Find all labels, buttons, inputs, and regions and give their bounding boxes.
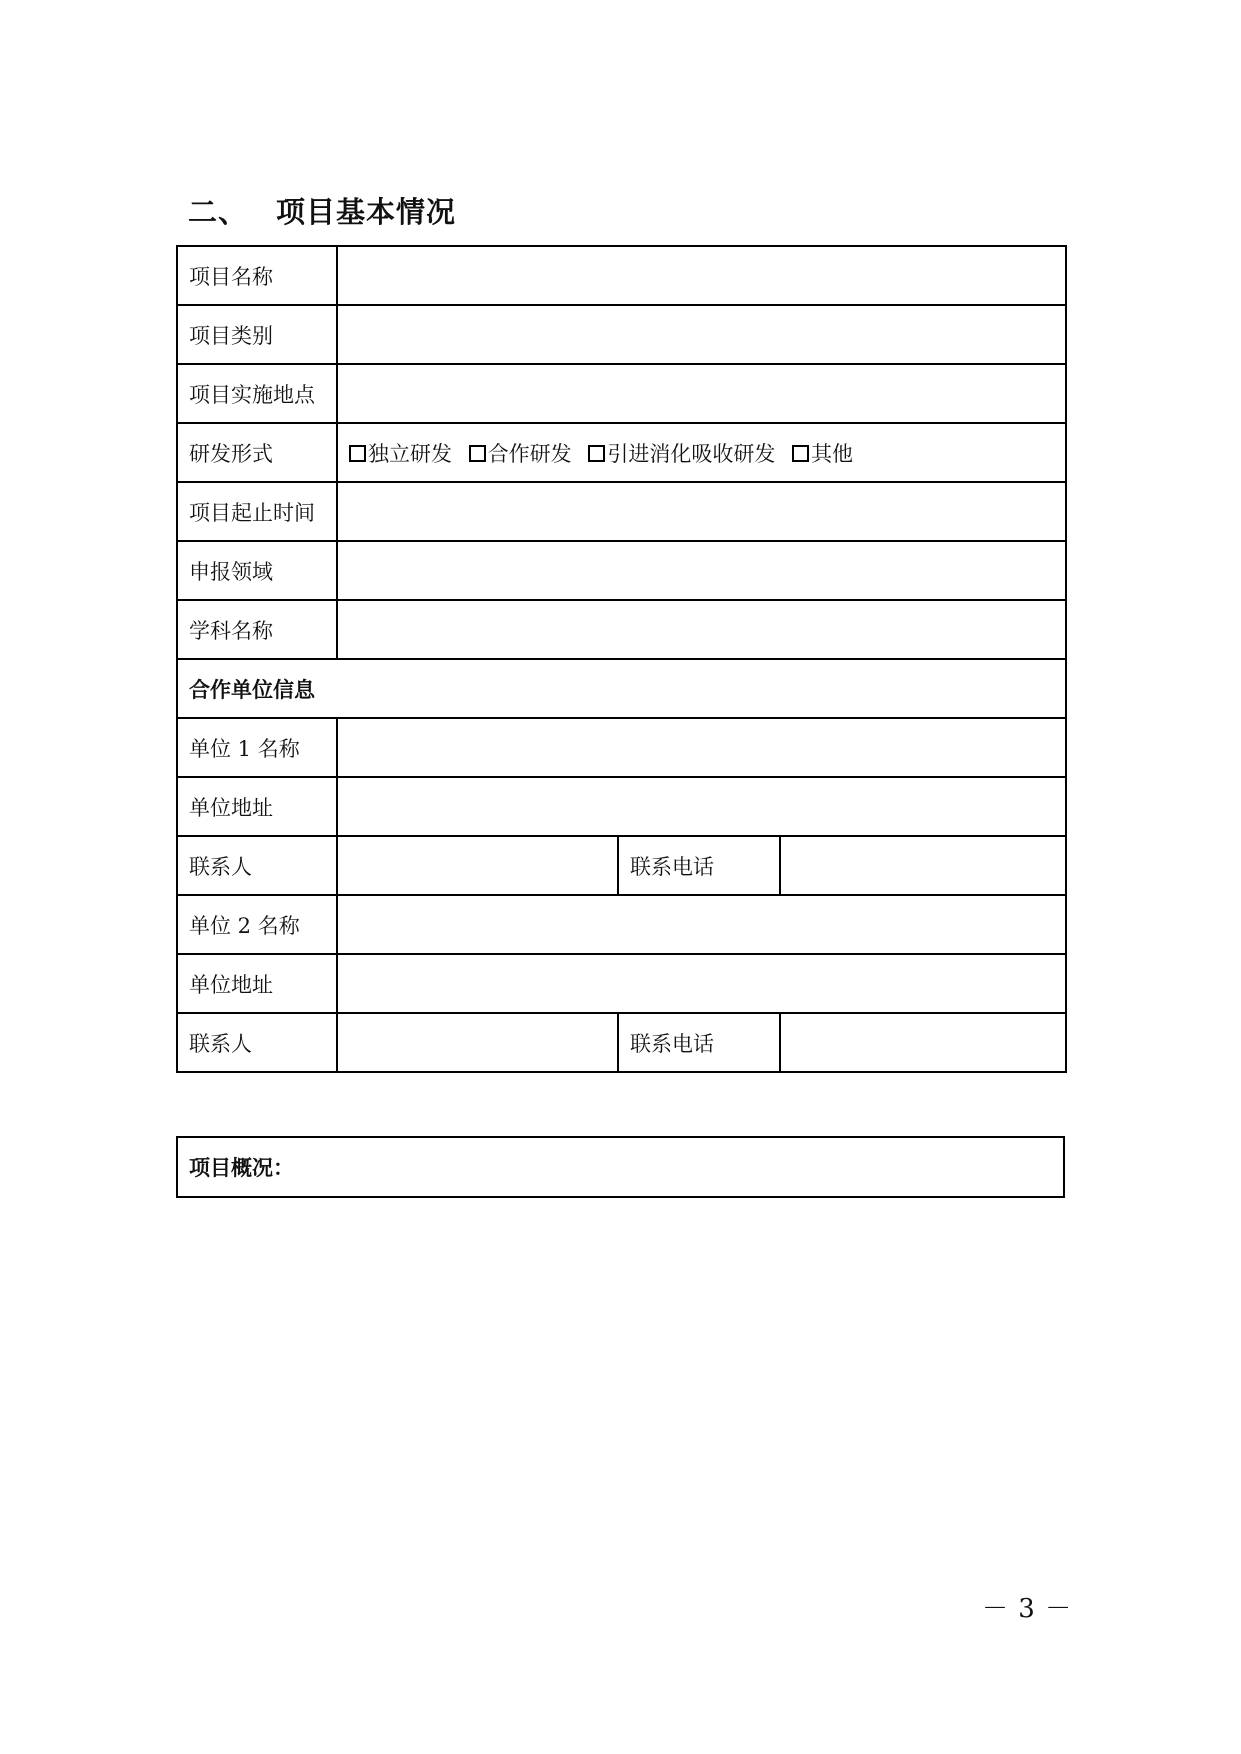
unit1-contact-field[interactable] bbox=[337, 836, 618, 895]
checkbox-icon[interactable] bbox=[469, 445, 486, 462]
table-row bbox=[177, 1137, 1064, 1197]
table-row bbox=[177, 423, 1066, 482]
rd-option-introduced[interactable] bbox=[588, 442, 775, 466]
period-field[interactable] bbox=[337, 482, 1066, 541]
unit2-contact-label: 联系人 bbox=[177, 1013, 337, 1072]
table-row bbox=[177, 718, 1066, 777]
table-row bbox=[177, 836, 1066, 895]
table-row bbox=[177, 305, 1066, 364]
rd-option-label: 引进消化吸收研发 bbox=[607, 441, 776, 466]
field-label: 申报领域 bbox=[177, 541, 337, 600]
table-row bbox=[177, 482, 1066, 541]
unit1-address-field[interactable] bbox=[337, 777, 1066, 836]
checkbox-icon[interactable] bbox=[349, 445, 366, 462]
rd-option-cooperative[interactable] bbox=[469, 442, 572, 466]
unit1-name-field[interactable] bbox=[337, 718, 1066, 777]
table-row bbox=[177, 895, 1066, 954]
table-row bbox=[177, 541, 1066, 600]
unit1-name-label: 单位 1 名称 bbox=[177, 718, 337, 777]
rd-option-label: 其他 bbox=[811, 441, 854, 466]
unit1-phone-field[interactable] bbox=[780, 836, 1066, 895]
unit2-phone-label: 联系电话 bbox=[618, 1013, 780, 1072]
section-number: 二、 bbox=[188, 195, 249, 229]
page-number: － 3 － bbox=[982, 1594, 1073, 1624]
period-label: 项目起止时间 bbox=[177, 482, 337, 541]
table-row bbox=[177, 600, 1066, 659]
rd-option-independent[interactable] bbox=[349, 442, 452, 466]
rd-form-label: 研发形式 bbox=[177, 423, 337, 482]
table-row bbox=[177, 364, 1066, 423]
project-summary-label: 项目概况： bbox=[177, 1137, 1064, 1197]
project-name-field[interactable] bbox=[337, 246, 1066, 305]
unit2-phone-field[interactable] bbox=[780, 1013, 1066, 1072]
unit1-phone-label: 联系电话 bbox=[618, 836, 780, 895]
rd-option-label: 合作研发 bbox=[487, 441, 572, 466]
unit2-contact-field[interactable] bbox=[337, 1013, 618, 1072]
section-title-text: 项目基本情况 bbox=[276, 195, 457, 229]
project-name-label: 项目名称 bbox=[177, 246, 337, 305]
checkbox-icon[interactable] bbox=[792, 445, 809, 462]
rd-option-label: 独立研发 bbox=[368, 441, 452, 466]
partner-info-header: 合作单位信息 bbox=[177, 659, 1066, 718]
location-label: 项目实施地点 bbox=[177, 364, 337, 423]
table-row bbox=[177, 246, 1066, 305]
discipline-field[interactable] bbox=[337, 600, 1066, 659]
unit2-address-label: 单位地址 bbox=[177, 954, 337, 1013]
project-category-field[interactable] bbox=[337, 305, 1066, 364]
table-row bbox=[177, 659, 1066, 718]
table-row bbox=[177, 954, 1066, 1013]
project-info-table bbox=[176, 245, 1067, 1073]
location-field[interactable] bbox=[337, 364, 1066, 423]
unit1-address-label: 单位地址 bbox=[177, 777, 337, 836]
rd-option-other[interactable] bbox=[792, 442, 853, 466]
unit2-name-label: 单位 2 名称 bbox=[177, 895, 337, 954]
project-summary-table bbox=[176, 1136, 1065, 1198]
unit2-name-field[interactable] bbox=[337, 895, 1066, 954]
rd-form-options bbox=[337, 423, 1066, 482]
discipline-label: 学科名称 bbox=[177, 600, 337, 659]
table-row bbox=[177, 777, 1066, 836]
unit1-contact-label: 联系人 bbox=[177, 836, 337, 895]
checkbox-icon[interactable] bbox=[588, 445, 605, 462]
section-title bbox=[188, 190, 456, 231]
unit2-address-field[interactable] bbox=[337, 954, 1066, 1013]
table-row bbox=[177, 1013, 1066, 1072]
project-category-label: 项目类别 bbox=[177, 305, 337, 364]
field-field[interactable] bbox=[337, 541, 1066, 600]
